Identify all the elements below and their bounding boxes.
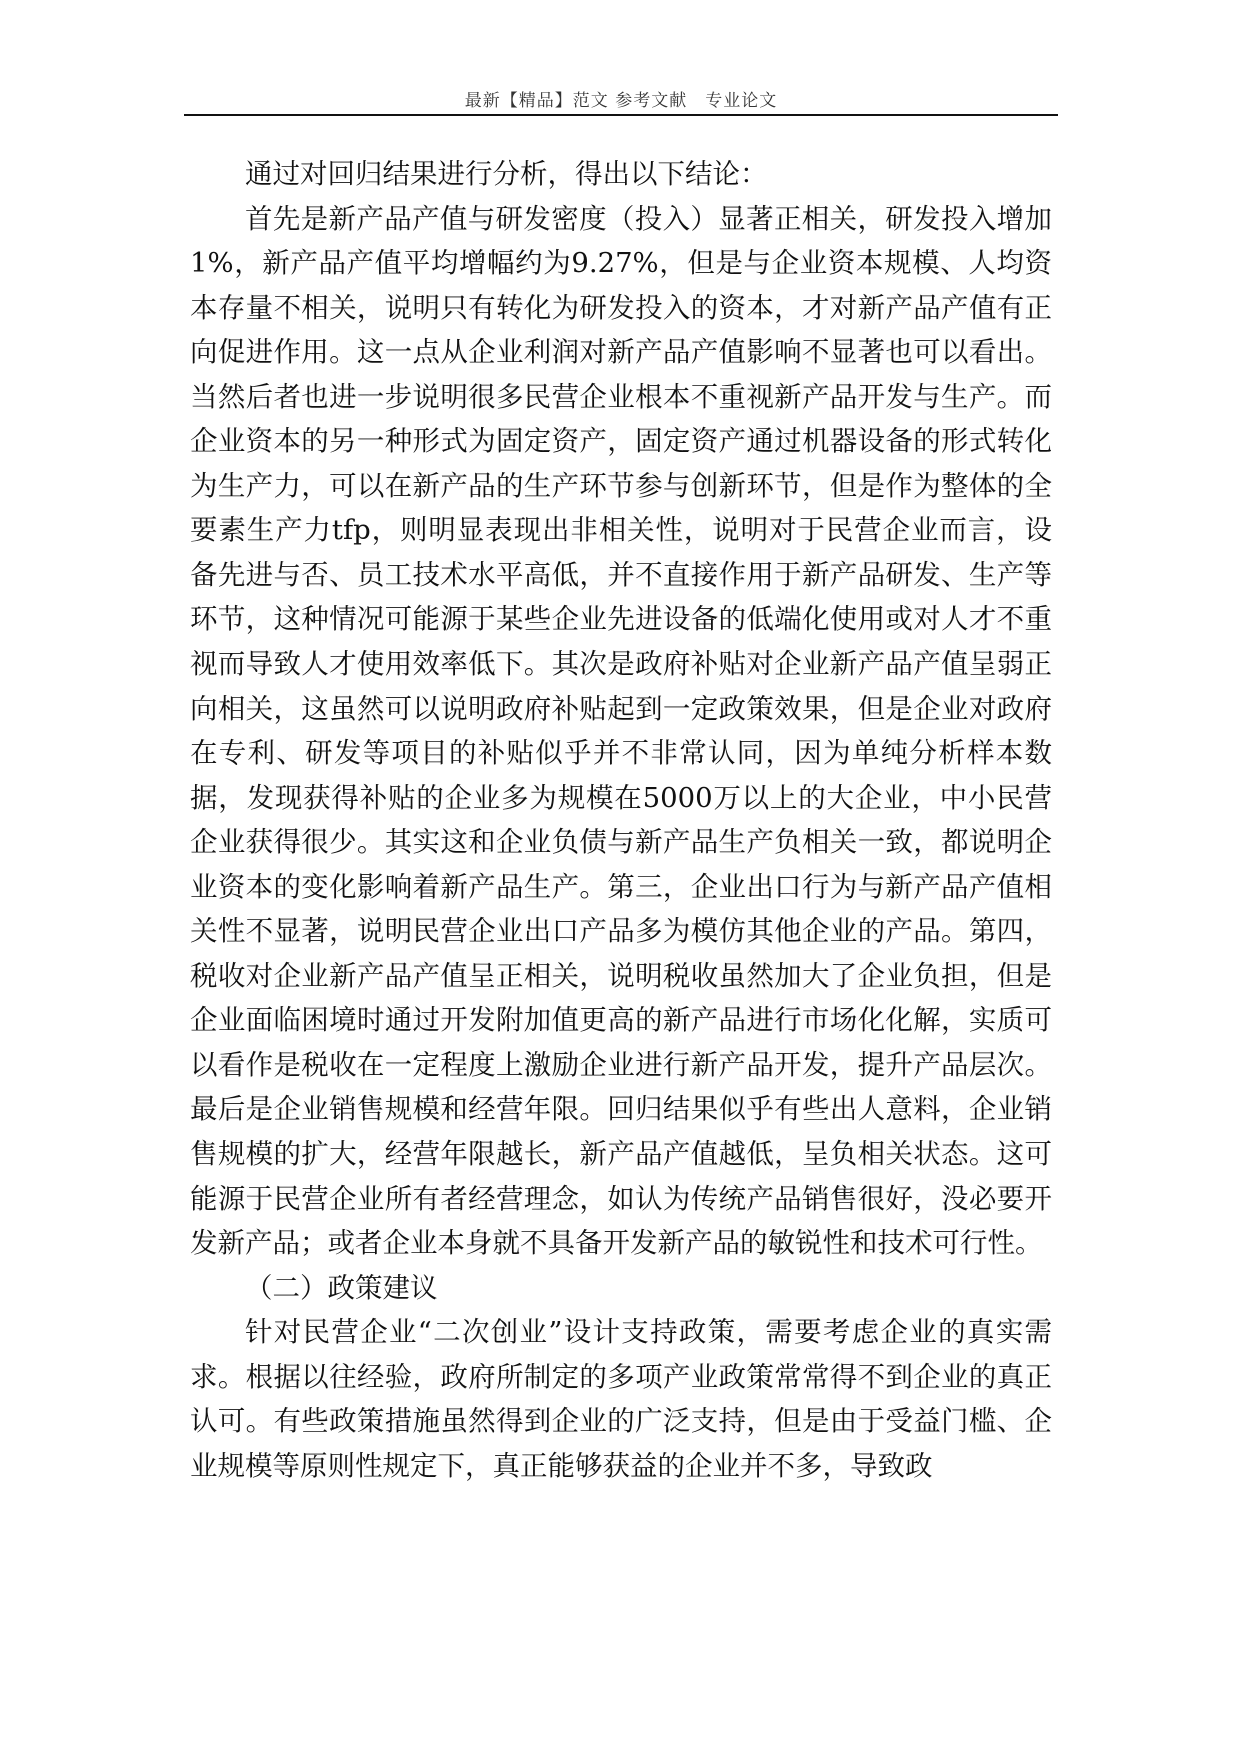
page-header: 最新【精品】范文 参考文献 专业论文 xyxy=(464,91,778,111)
paragraph-intro: 通过对回归结果进行分析，得出以下结论： xyxy=(245,158,768,190)
paragraph-policy: 针对民营企业“二次创业”设计支持政策，需要考虑企业的真实需求。根据以往经验，政府所制定的多项产业政策常常得不到企业的真正认可。有些政策措施虽然得到企业的广泛支持，但是由于受益门槛、企业规模等原则性规定下，真正能够获益的企业并不多，导致政 xyxy=(190,1316,1052,1482)
document-body xyxy=(190,152,1052,1488)
header-rule xyxy=(184,114,1058,116)
section-heading: （二）政策建议 xyxy=(245,1271,438,1304)
paragraph-conclusions: 首先是新产品产值与研发密度（投入）显著正相关，研发投入增加1%，新产品产值平均增幅约为9.27%，但是与企业资本规模、人均资本存量不相关，说明只有转化为研发投入的资本，才对新产品产值有正向促进作用。这一点从企业利润对新产品产值影响不显著也可以看出。当然后者也进一步说明很多民营企业根本不重视新产品开发与生产。而企业资本的另一种形式为固定资产，固定资产通过机器设备的形式转化为生产力，可以在新产品的生产环节参与创新环节，但是作为整体的全要素生产力tfp，则明显表现出非相关性，说明对于民营企业而言，设备先进与否、员工技术水平高低，并不直接作用于新产品研发、生产等环节，这种情况可能源于某些企业先进设备的低端化使用或对人才不重视而导致人才使用效率低下。其次是政府补贴对企业新产品产值呈弱正向相关，这虽然可以说明政府补贴起到一定政策效果，但是企业对政府在专利、研发等项目的补贴似乎并不非常认同，因为单纯分析样本数据，发现获得补贴的企业多为规模在5000万以上的大企业，中小民营企业获得很少。其实这和企业负债与新产品生产负相关一致，都说明企业资本的变化影响着新产品生产。第三，企业出口行为与新产品产值相关性不显著，说明民营企业出口产品多为模仿其他企业的产品。第四，税收对企业新产品产值呈正相关，说明税收虽然加大了企业负担，但是企业面临困境时通过开发附加值更高的新产品进行市场化化解，实质可以看作是税收在一定程度上激励企业进行新产品开发，提升产品层次。最后是企业销售规模和经营年限。回归结果似乎有些出人意料，企业销售规模的扩大，经营年限越长，新产品产值越低，呈负相关状态。这可能源于民营企业所有者经营理念，如认为传统产品销售很好，没必要开发新产品；或者企业本身就不具备开发新产品的敏锐性和技术可行性。 xyxy=(190,202,1052,1260)
